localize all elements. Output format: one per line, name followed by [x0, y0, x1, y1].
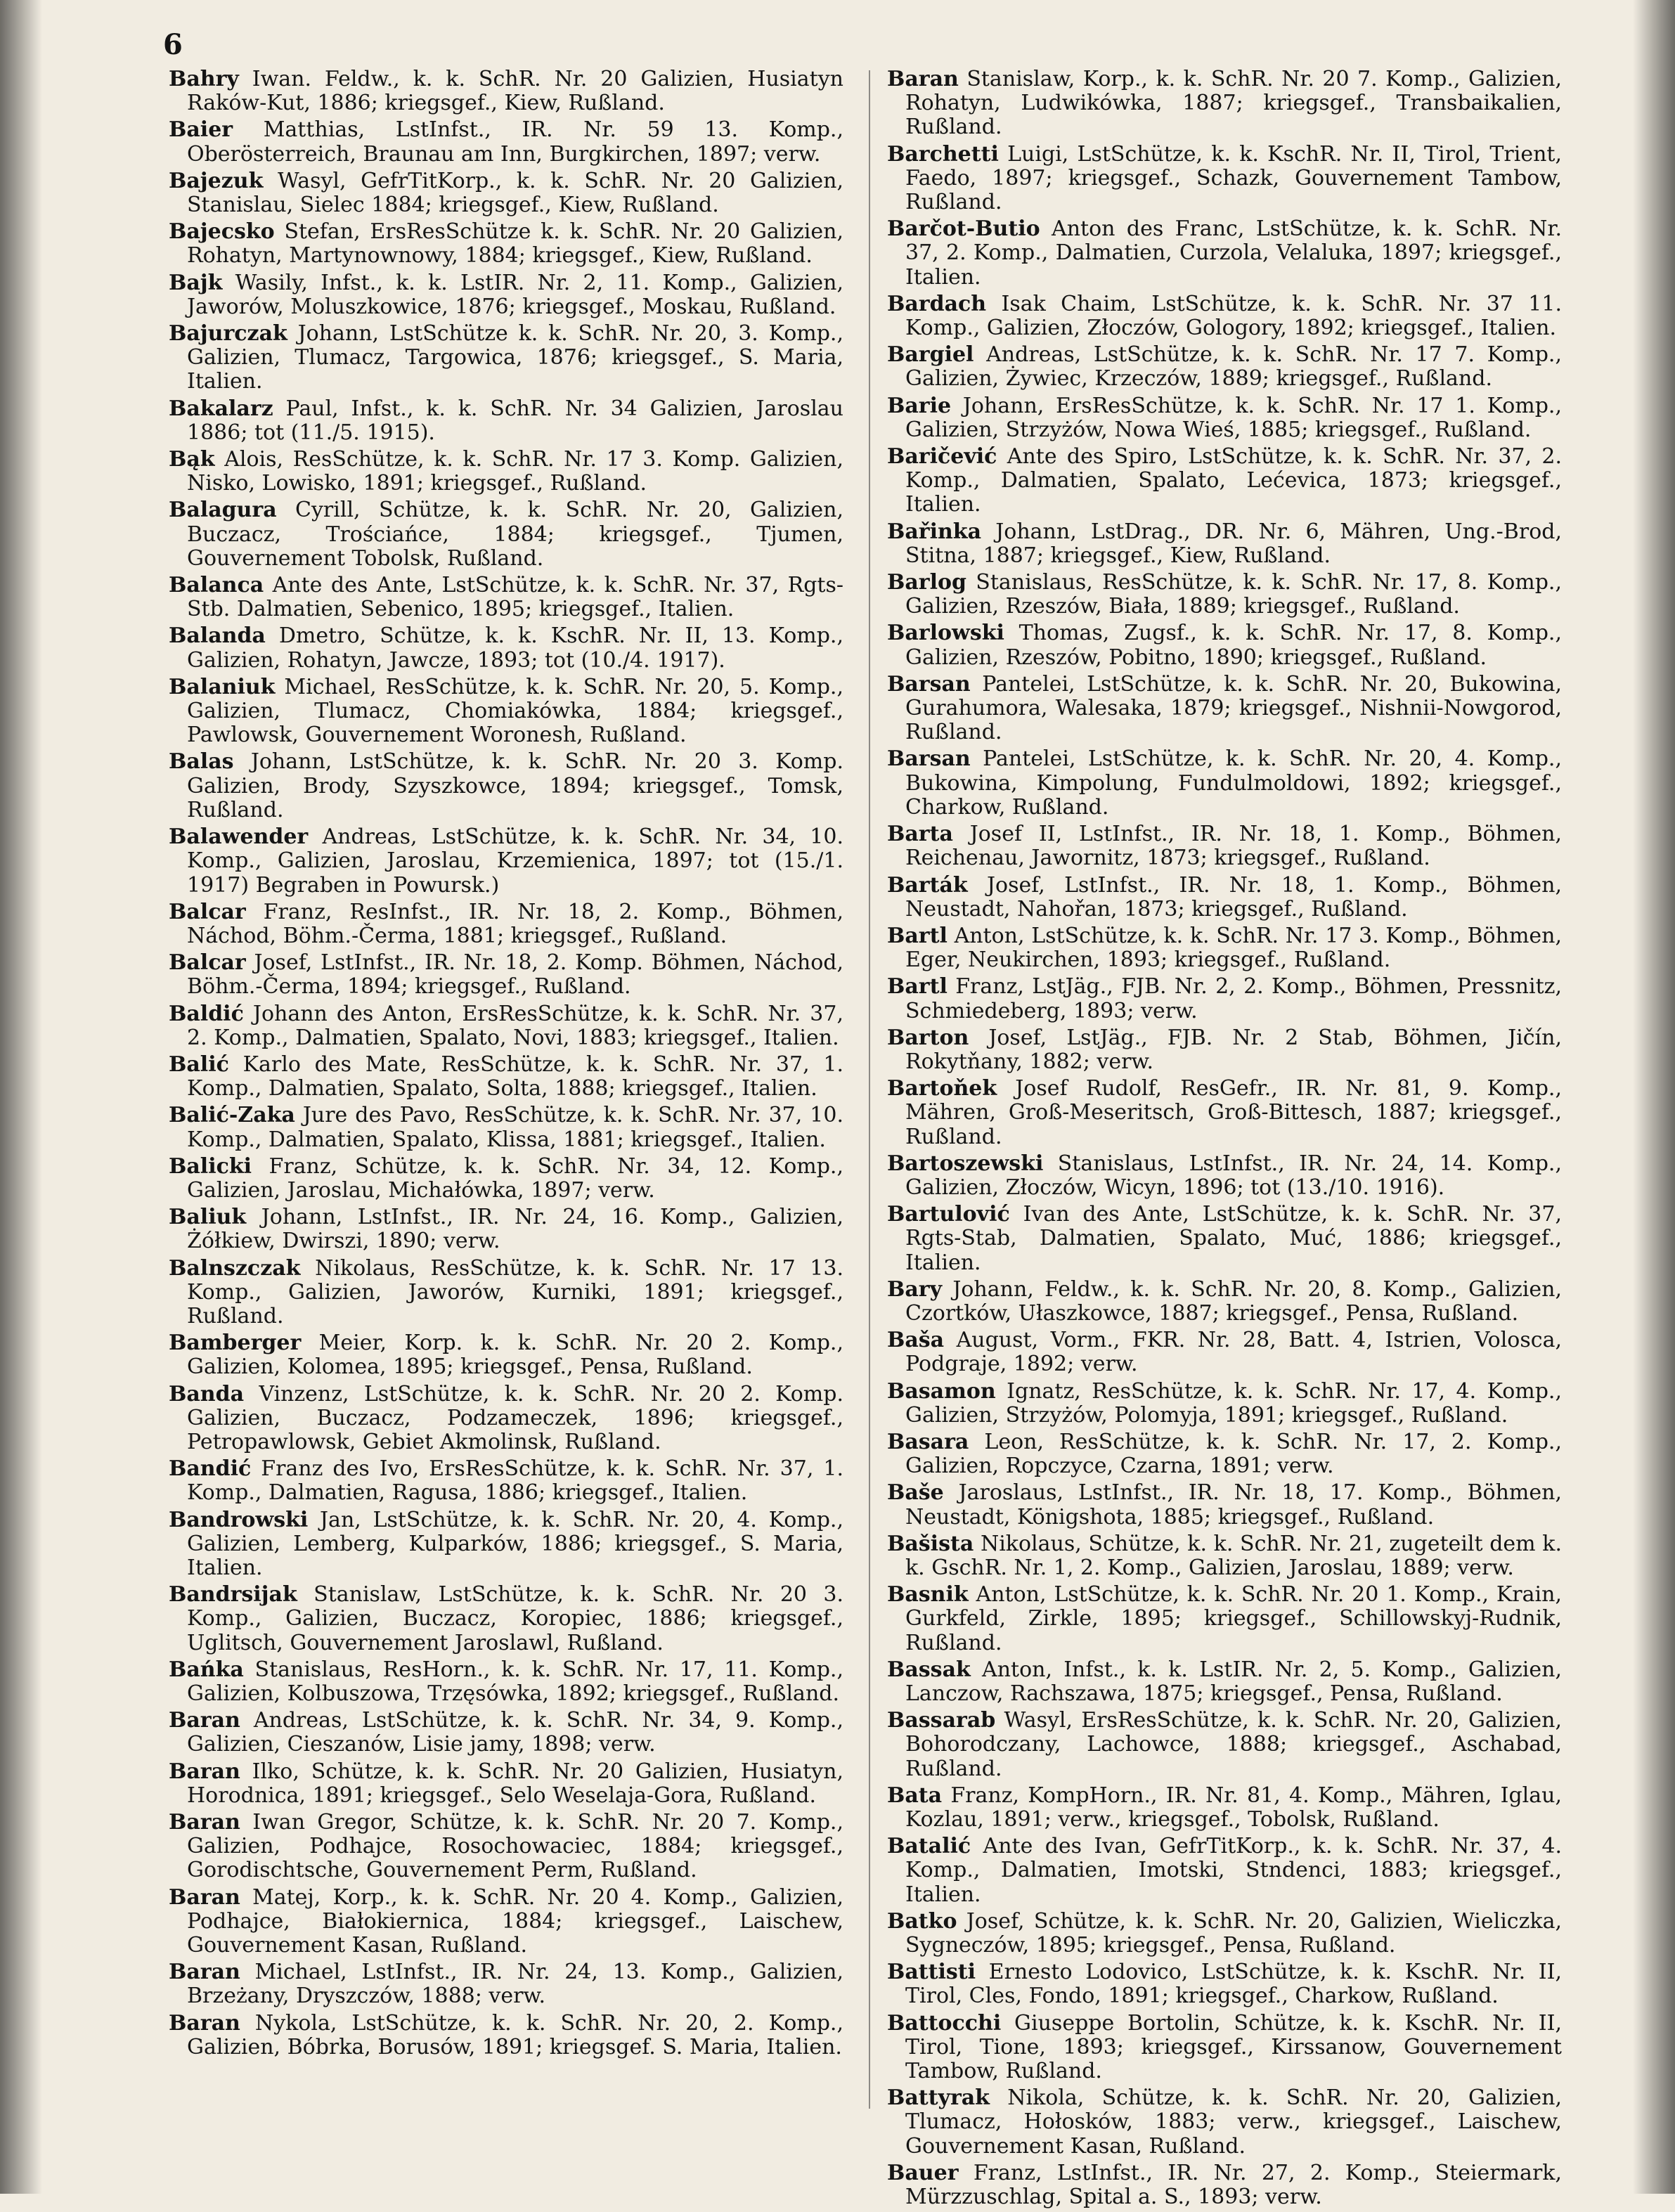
entry-surname: Bary: [887, 1276, 943, 1302]
list-entry: [887, 1430, 1562, 1478]
entry-details: Karlo des Mate, ResSchütze, k. k. SchR. Nr. 37, 1. Komp., Dalmatien, Spalato, Solta, 1888; kriegsgef., Italien.: [187, 1052, 843, 1101]
entry-surname: Barsan: [887, 671, 971, 697]
list-entry: [169, 498, 843, 571]
entry-details: Ante des Ante, LstSchütze, k. k. SchR. Nr. 37, Rgts-Stb. Dalmatien, Sebenico, 1895; kriegsgef., Italien.: [187, 573, 843, 622]
entry-surname: Balagura: [169, 498, 277, 523]
entry-details: Matej, Korp., k. k. SchR. Nr. 20 4. Komp., Galizien, Podhajce, Białokiernica, 1884; kriegsgef., Laischew, Gouvernement Kasan, Rußland.: [187, 1884, 843, 1958]
entry-details: Josef, Schütze, k. k. SchR. Nr. 20, Galizien, Wieliczka, Sygneczów, 1895; kriegsgef., Pensa, Rußland.: [905, 1908, 1562, 1958]
entry-surname: Barlowski: [887, 621, 1004, 646]
list-entry: [887, 67, 1562, 140]
entry-details: Stanislaw, LstSchütze, k. k. SchR. Nr. 20 3. Komp., Galizien, Buczacz, Koropiec, 1886; kriegsgef., Uglitsch, Gouvernement Jaroslawl, Rußland.: [187, 1582, 843, 1655]
entry-details: Jure des Pavo, ResSchütze, k. k. SchR. Nr. 37, 10. Komp., Dalmatien, Spalato, Klissa, 1881; kriegsgef., Italien.: [187, 1103, 843, 1152]
entry-details: Johann, LstDrag., DR. Nr. 6, Mähren, Ung.-Brod, Stitna, 1887; kriegsgef., Kiew, Rußland.: [905, 519, 1562, 568]
entry-details: Wasyl, ErsResSchütze, k. k. SchR. Nr. 20, Galizien, Bohorodczany, Lachowce, 1888; kriegsgef., Aschabad, Rußland.: [905, 1708, 1562, 1781]
entry-surname: Bartl: [887, 974, 948, 1000]
entry-details: Ante des Spiro, LstSchütze, k. k. SchR. Nr. 37, 2. Komp., Dalmatien, Spalato, Lećevica, 1873; kriegsgef., Italien.: [905, 444, 1562, 517]
list-entry: [887, 621, 1562, 669]
entry-details: Giuseppe Bortolin, Schütze, k. k. KschR. Nr. II, Tirol, Tione, 1893; kriegsgef., Kirssanow, Gouvernement Tambow, Rußland.: [905, 2010, 1562, 2084]
list-entry: [169, 624, 843, 672]
entry-surname: Balaniuk: [169, 674, 276, 699]
list-entry: [887, 874, 1562, 921]
list-entry: [169, 1257, 843, 1329]
list-entry: [887, 1784, 1562, 1832]
entry-surname: Bartoszewski: [887, 1151, 1044, 1176]
entry-details: Franz, ResInfst., IR. Nr. 18, 2. Komp., Böhmen, Náchod, Böhm.-Čerma, 1881; kriegsgef., Rußland.: [187, 899, 843, 948]
entry-surname: Balanca: [169, 573, 264, 598]
entry-details: Andreas, LstSchütze, k. k. SchR. Nr. 34, 9. Komp., Galizien, Cieszanów, Lisie jamy, 1898; verw.: [187, 1708, 843, 1757]
entry-surname: Bassak: [887, 1657, 971, 1682]
list-entry: [169, 118, 843, 166]
list-entry: [887, 1278, 1562, 1326]
list-entry: [887, 445, 1562, 517]
list-entry: [169, 750, 843, 822]
left-column: [169, 67, 843, 2062]
entry-details: Johann, LstSchütze k. k. SchR. Nr. 20, 3. Komp., Galizien, Tlumacz, Targowica, 1876; kriegsgef., S. Maria, Italien.: [187, 321, 843, 394]
entry-details: Pantelei, LstSchütze, k. k. SchR. Nr. 20, 4. Komp., Bukowina, Kimpolung, Fundulmoldowi, 1892; kriegsgef., Charkow, Rußland.: [905, 746, 1562, 820]
entry-surname: Bartulović: [887, 1202, 1010, 1227]
entry-surname: Barchetti: [887, 141, 999, 167]
entry-surname: Basamon: [887, 1378, 996, 1404]
entry-surname: Balić: [169, 1052, 229, 1077]
list-entry: [169, 1960, 843, 2008]
entry-details: Jan, LstSchütze, k. k. SchR. Nr. 20, 4. Komp., Galizien, Lemberg, Kulparków, 1886; kriegsgef., S. Maria, Italien.: [187, 1507, 843, 1580]
list-entry: [887, 1658, 1562, 1706]
entry-surname: Barton: [887, 1025, 969, 1050]
entry-details: Franz, Schütze, k. k. SchR. Nr. 34, 12. Komp., Galizien, Jaroslau, Michałówka, 1897; verw.: [187, 1153, 843, 1203]
list-entry: [169, 322, 843, 394]
list-entry: [169, 825, 843, 898]
scan-shadow-left: [0, 0, 42, 2194]
list-entry: [169, 1658, 843, 1706]
entry-details: Thomas, Zugsf., k. k. SchR. Nr. 17, 8. Komp., Galizien, Rzeszów, Pobitno, 1890; kriegsgef., Rußland.: [905, 621, 1562, 670]
entry-surname: Basnik: [887, 1582, 969, 1608]
entry-details: Michael, LstInfst., IR. Nr. 24, 13. Komp., Galizien, Brzeżany, Dryszczów, 1888; verw.: [187, 1960, 843, 2009]
entry-details: Ignatz, ResSchütze, k. k. SchR. Nr. 17, 4. Komp., Galizien, Strzyżów, Polomyja, 1891; kriegsgef., Rußland.: [905, 1378, 1562, 1428]
list-entry: [887, 571, 1562, 619]
entry-details: Iwan. Feldw., k. k. SchR. Nr. 20 Galizien, Husiatyn Raków-Kut, 1886; kriegsgef., Kiew, Rußland.: [187, 67, 843, 116]
entry-details: Andreas, LstSchütze, k. k. SchR. Nr. 34, 10. Komp., Galizien, Jaroslau, Krzemienica, 1897; tot (15./1. 1917) Begraben in Powursk.): [187, 824, 843, 898]
entry-surname: Bajurczak: [169, 321, 287, 347]
entry-surname: Bassarab: [887, 1708, 996, 1733]
entry-surname: Bardach: [887, 291, 987, 316]
entry-surname: Baran: [169, 1810, 240, 1835]
entry-details: Johann, LstInfst., IR. Nr. 24, 16. Komp., Galizien, Żółkiew, Dwirszi, 1890; verw.: [187, 1205, 843, 1254]
list-entry: [887, 1910, 1562, 1958]
list-entry: [169, 1205, 843, 1253]
list-entry: [887, 673, 1562, 745]
list-entry: [169, 1104, 843, 1151]
list-entry: [169, 1583, 843, 1655]
entry-surname: Balicki: [169, 1153, 252, 1179]
entry-details: Franz, LstJäg., FJB. Nr. 2, 2. Komp., Böhmen, Pressnitz, Schmiedeberg, 1893; verw.: [905, 974, 1562, 1023]
entry-surname: Bajk: [169, 270, 223, 295]
entry-surname: Balawender: [169, 824, 309, 850]
entry-surname: Battyrak: [887, 2085, 990, 2111]
entry-details: Isak Chaim, LstSchütze, k. k. SchR. Nr. 37 11. Komp., Galizien, Złoczów, Gologory, 1892; kriegsgef., Italien.: [905, 291, 1562, 341]
entry-details: Nykola, LstSchütze, k. k. SchR. Nr. 20, 2. Komp., Galizien, Bóbrka, Borusów, 1891; kriegsgef. S. Maria, Italien.: [187, 2010, 843, 2059]
entry-details: Ernesto Lodovico, LstSchütze, k. k. KschR. Nr. II, Tirol, Cles, Fondo, 1891; kriegsgef., Charkow, Rußland.: [905, 1960, 1562, 2009]
entry-details: Anton des Franc, LstSchütze, k. k. SchR. Nr. 37, 2. Komp., Dalmatien, Curzola, Velaluka, 1897; kriegsgef., Italien.: [905, 216, 1562, 290]
entry-surname: Basara: [887, 1429, 969, 1454]
list-entry: [169, 574, 843, 621]
list-entry: [169, 951, 843, 999]
entry-details: August, Vorm., FKR. Nr. 28, Batt. 4, Istrien, Volosca, Podgraje, 1892; verw.: [905, 1328, 1562, 1377]
entry-surname: Batko: [887, 1908, 957, 1934]
list-entry: [169, 448, 843, 496]
entry-details: Wasyl, GefrTitKorp., k. k. SchR. Nr. 20 Galizien, Stanislau, Sielec 1884; kriegsgef., Kiew, Rußland.: [187, 168, 844, 218]
entry-details: Franz des Ivo, ErsResSchütze, k. k. SchR. Nr. 37, 1. Komp., Dalmatien, Ragusa, 1886; kriegsgef., Italien.: [187, 1456, 843, 1506]
entry-surname: Baran: [169, 1708, 240, 1733]
entry-surname: Bandrsijak: [169, 1582, 297, 1608]
entry-surname: Bakalarz: [169, 396, 273, 421]
entry-details: Alois, ResSchütze, k. k. SchR. Nr. 17 3. Komp. Galizien, Nisko, Lowisko, 1891; kriegsgef., Rußland.: [187, 447, 843, 496]
entry-surname: Balić-Zaka: [169, 1103, 295, 1128]
list-entry: [887, 217, 1562, 290]
list-entry: [887, 747, 1562, 820]
entry-details: Paul, Infst., k. k. SchR. Nr. 34 Galizien, Jaroslau 1886; tot (11./5. 1915).: [187, 396, 843, 445]
entry-details: Stanislaus, ResSchütze, k. k. SchR. Nr. 17, 8. Komp., Galizien, Rzeszów, Biała, 1889; kriegsgef., Rußland.: [905, 570, 1562, 619]
entry-details: Stefan, ErsResSchütze k. k. SchR. Nr. 20 Galizien, Rohatyn, Martynownowy, 1884; kriegsgef., Kiew, Rußland.: [187, 219, 843, 269]
page-number: 6: [163, 28, 183, 61]
entry-surname: Barták: [887, 872, 968, 898]
list-entry: [887, 2161, 1562, 2209]
right-column: [887, 67, 1562, 2212]
entry-details: Meier, Korp. k. k. SchR. Nr. 20 2. Komp., Galizien, Kolomea, 1895; kriegsgef., Pensa, Rußland.: [187, 1331, 843, 1380]
entry-details: Franz, LstInfst., IR. Nr. 27, 2. Komp., Steiermark, Mürzzuschlag, Spital a. S., 1893; verw.: [905, 2160, 1562, 2210]
entry-surname: Baričević: [887, 444, 997, 470]
entry-surname: Baliuk: [169, 1205, 247, 1230]
list-entry: [887, 292, 1562, 340]
entry-details: Franz, KompHorn., IR. Nr. 81, 4. Komp., Mähren, Iglau, Kozlau, 1891; verw., kriegsgef., Tobolsk, Rußland.: [905, 1783, 1562, 1832]
list-entry: [887, 1026, 1562, 1074]
entry-details: Leon, ResSchütze, k. k. SchR. Nr. 17, 2. Komp., Galizien, Ropczyce, Czarna, 1891; verw.: [905, 1429, 1562, 1479]
entry-surname: Battocchi: [887, 2010, 1002, 2036]
list-entry: [887, 1152, 1562, 1200]
list-entry: [169, 1155, 843, 1203]
list-entry: [887, 343, 1562, 391]
entry-surname: Bargiel: [887, 342, 974, 368]
entry-surname: Barčot-Butio: [887, 216, 1040, 242]
entry-surname: Barta: [887, 822, 953, 847]
entry-details: Andreas, LstSchütze, k. k. SchR. Nr. 17 7. Komp., Galizien, Żywiec, Krzeczów, 1889; kriegsgef., Rußland.: [905, 342, 1562, 392]
entry-surname: Batalić: [887, 1834, 971, 1859]
entry-surname: Bartl: [887, 923, 948, 948]
entry-details: Stanislaus, ResHorn., k. k. SchR. Nr. 17, 11. Komp., Galizien, Kolbuszowa, Trzęsówka, 1892; kriegsgef., Rußland.: [187, 1657, 843, 1706]
entry-surname: Bańka: [169, 1657, 244, 1682]
list-entry: [887, 1532, 1562, 1580]
list-entry: [169, 1002, 843, 1050]
entry-surname: Bamberger: [169, 1331, 302, 1356]
list-entry: [887, 1203, 1562, 1275]
entry-surname: Banda: [169, 1381, 245, 1406]
entry-surname: Bajezuk: [169, 168, 264, 193]
list-entry: [169, 67, 843, 115]
list-entry: [887, 143, 1562, 215]
list-entry: [169, 1760, 843, 1808]
list-entry: [887, 520, 1562, 568]
list-entry: [887, 1960, 1562, 2008]
entry-details: Iwan Gregor, Schütze, k. k. SchR. Nr. 20 7. Komp., Galizien, Podhajce, Rosochowaciec, 1884; kriegsgef., Gorodischtsche, Gouvernement Perm, Rußland.: [187, 1810, 843, 1883]
column-divider: [869, 70, 870, 2109]
list-entry: [887, 1077, 1562, 1149]
entry-surname: Barsan: [887, 746, 971, 772]
entry-surname: Barie: [887, 393, 952, 418]
list-entry: [169, 1383, 843, 1455]
list-entry: [169, 1709, 843, 1757]
list-entry: [169, 271, 843, 319]
list-entry: [169, 220, 843, 268]
list-entry: [887, 2012, 1562, 2084]
entry-surname: Baier: [169, 117, 233, 143]
list-entry: [887, 822, 1562, 870]
list-entry: [887, 1380, 1562, 1428]
list-entry: [887, 1583, 1562, 1655]
entry-surname: Balcar: [169, 899, 246, 924]
entry-surname: Bandrowski: [169, 1507, 309, 1532]
entry-details: Johann, LstSchütze, k. k. SchR. Nr. 20 3. Komp. Galizien, Brody, Szyszkowce, 1894; kriegsgef., Tomsk, Rußland.: [187, 749, 843, 822]
entry-surname: Battisti: [887, 1960, 976, 1985]
entry-surname: Baran: [169, 1960, 240, 1985]
scan-shadow-right: [1633, 0, 1675, 2194]
entry-surname: Baran: [169, 2010, 240, 2036]
list-entry: [169, 1053, 843, 1101]
list-entry: [887, 1835, 1562, 1907]
list-entry: [169, 1886, 843, 1958]
list-entry: [887, 394, 1562, 442]
entry-surname: Baran: [887, 67, 959, 91]
list-entry: [887, 1481, 1562, 1529]
entry-details: Dmetro, Schütze, k. k. KschR. Nr. II, 13. Komp., Galizien, Rohatyn, Jawcze, 1893; tot (10./4. 1917).: [187, 623, 843, 673]
list-entry: [887, 2086, 1562, 2159]
entry-details: Wasily, Infst., k. k. LstIR. Nr. 2, 11. Komp., Galizien, Jaworów, Moluszkowice, 1876; kriegsgef., Moskau, Rußland.: [187, 270, 843, 319]
list-entry: [887, 924, 1562, 972]
entry-surname: Balanda: [169, 623, 266, 649]
entry-details: Jaroslaus, LstInfst., IR. Nr. 18, 17. Komp., Böhmen, Neustadt, Königshota, 1885; kriegsgef., Rußland.: [905, 1480, 1562, 1529]
entry-details: Ante des Ivan, GefrTitKorp., k. k. SchR. Nr. 37, 4. Komp., Dalmatien, Imotski, Stndenci, 1883; kriegsgef., Italien.: [905, 1834, 1562, 1907]
entry-details: Michael, ResSchütze, k. k. SchR. Nr. 20, 5. Komp., Galizien, Tlumacz, Chomiakówka, 1884; kriegsgef., Pawlowsk, Gouvernement Woronesh, Rußland.: [187, 674, 843, 748]
entry-details: Cyrill, Schütze, k. k. SchR. Nr. 20, Galizien, Buczacz, Trościańce, 1884; kriegsgef., Tjumen, Gouvernement Tobolsk, Rußland.: [187, 498, 843, 571]
entry-details: Josef, LstInfst., IR. Nr. 18, 1. Komp., Böhmen, Neustadt, Nahořan, 1873; kriegsgef., Rußland.: [905, 872, 1562, 921]
list-entry: [169, 397, 843, 445]
entry-details: Josef, LstInfst., IR. Nr. 18, 2. Komp. Böhmen, Náchod, Böhm.-Čerma, 1894; kriegsgef., Rußland.: [187, 950, 844, 1000]
entry-surname: Baše: [887, 1480, 944, 1506]
list-entry: [887, 1709, 1562, 1781]
entry-surname: Bašista: [887, 1531, 974, 1556]
list-entry: [887, 975, 1562, 1023]
entry-details: Pantelei, LstSchütze, k. k. SchR. Nr. 20, Bukowina, Gurahumora, Walesaka, 1879; kriegsgef., Nishnii-Nowgorod, Rußland.: [905, 671, 1562, 745]
entry-surname: Baran: [169, 1884, 240, 1910]
entry-details: Nikolaus, Schütze, k. k. SchR. Nr. 21, zugeteilt dem k. k. GschR. Nr. 1, 2. Komp., Galizien, Jaroslau, 1889; verw.: [905, 1531, 1562, 1580]
entry-surname: Bartoňek: [887, 1076, 997, 1101]
list-entry: [169, 1508, 843, 1581]
entry-surname: Bąk: [169, 447, 215, 472]
entry-surname: Bauer: [887, 2160, 959, 2185]
entry-surname: Baša: [887, 1328, 945, 1353]
entry-details: Josef Rudolf, ResGefr., IR. Nr. 81, 9. Komp., Mähren, Groß-Meseritsch, Groß-Bittesch, 1887; kriegsgef., Rußland.: [905, 1076, 1562, 1149]
list-entry: [169, 1331, 843, 1379]
list-entry: [169, 1457, 843, 1505]
entry-surname: Baldić: [169, 1001, 244, 1026]
entry-surname: Bahry: [169, 67, 239, 91]
entry-details: Nikola, Schütze, k. k. SchR. Nr. 20, Galizien, Tlumacz, Hołosków, 1883; verw., kriegsgef., Laischew, Gouvernement Kasan, Rußland.: [905, 2085, 1562, 2159]
entry-surname: Bajecsko: [169, 219, 275, 245]
entry-details: Josef II, LstInfst., IR. Nr. 18, 1. Komp., Böhmen, Reichenau, Jawornitz, 1873; kriegsgef., Rußland.: [905, 822, 1562, 871]
list-entry: [887, 1328, 1562, 1376]
entry-details: Johann, ErsResSchütze, k. k. SchR. Nr. 17 1. Komp., Galizien, Strzyżów, Nowa Wieś, 1885; kriegsgef., Rußland.: [905, 393, 1562, 442]
entry-details: Matthias, LstInfst., IR. Nr. 59 13. Komp., Oberösterreich, Braunau am Inn, Burgkirchen, 1897; verw.: [187, 117, 843, 167]
entry-surname: Baran: [169, 1759, 240, 1784]
entry-details: Anton, LstSchütze, k. k. SchR. Nr. 17 3. Komp., Böhmen, Eger, Neukirchen, 1893; kriegsgef., Rußland.: [905, 923, 1562, 973]
entry-details: Ivan des Ante, LstSchütze, k. k. SchR. Nr. 37, Rgts-Stab, Dalmatien, Spalato, Muć, 1886; kriegsgef., Italien.: [905, 1202, 1562, 1275]
entry-details: Stanislaw, Korp., k. k. SchR. Nr. 20 7. Komp., Galizien, Rohatyn, Ludwikówka, 1887; kriegsgef., Transbaikalien, Rußland.: [905, 67, 1562, 140]
entry-details: Stanislaus, LstInfst., IR. Nr. 24, 14. Komp., Galizien, Złoczów, Wicyn, 1896; tot (13./10. 1916).: [905, 1151, 1562, 1200]
entry-surname: Balnszczak: [169, 1255, 301, 1281]
list-entry: [169, 2012, 843, 2059]
entry-details: Johann, Feldw., k. k. SchR. Nr. 20, 8. Komp., Galizien, Czortków, Ułaszkowce, 1887; kriegsgef., Pensa, Rußland.: [905, 1276, 1562, 1326]
entry-details: Ilko, Schütze, k. k. SchR. Nr. 20 Galizien, Husiatyn, Horodnica, 1891; kriegsgef., Selo Weselaja-Gora, Rußland.: [187, 1759, 843, 1808]
list-entry: [169, 169, 843, 217]
entry-details: Luigi, LstSchütze, k. k. KschR. Nr. II, Tirol, Trient, Faedo, 1897; kriegsgef., Schazk, Gouvernement Tambow, Rußland.: [905, 141, 1562, 215]
entry-details: Anton, Infst., k. k. LstIR. Nr. 2, 5. Komp., Galizien, Lanczow, Rachszawa, 1875; kriegsgef., Pensa, Rußland.: [905, 1657, 1562, 1706]
entry-surname: Balcar: [169, 950, 246, 976]
entry-details: Nikolaus, ResSchütze, k. k. SchR. Nr. 17 13. Komp., Galizien, Jaworów, Kurniki, 1891; kriegsgef., Rußland.: [187, 1255, 843, 1328]
entry-details: Johann des Anton, ErsResSchütze, k. k. SchR. Nr. 37, 2. Komp., Dalmatien, Spalato, Novi, 1883; kriegsgef., Italien.: [187, 1001, 843, 1050]
entry-surname: Barlog: [887, 570, 966, 595]
list-entry: [169, 675, 843, 748]
list-entry: [169, 1811, 843, 1883]
entry-surname: Bařinka: [887, 519, 982, 544]
entry-surname: Balas: [169, 749, 234, 775]
entry-details: Vinzenz, LstSchütze, k. k. SchR. Nr. 20 2. Komp. Galizien, Buczacz, Podzameczek, 1896; kriegsgef., Petropawlowsk, Gebiet Akmolinsk, Rußland.: [187, 1381, 843, 1454]
entry-surname: Bata: [887, 1783, 943, 1808]
entry-details: Anton, LstSchütze, k. k. SchR. Nr. 20 1. Komp., Krain, Gurkfeld, Zirkle, 1895; kriegsgef., Schillowskyj-Rudnik, Rußland.: [905, 1582, 1562, 1655]
entry-details: Josef, LstJäg., FJB. Nr. 2 Stab, Böhmen, Jičín, Rokytňany, 1882; verw.: [905, 1025, 1562, 1074]
entry-surname: Bandić: [169, 1456, 252, 1482]
list-entry: [169, 900, 843, 948]
